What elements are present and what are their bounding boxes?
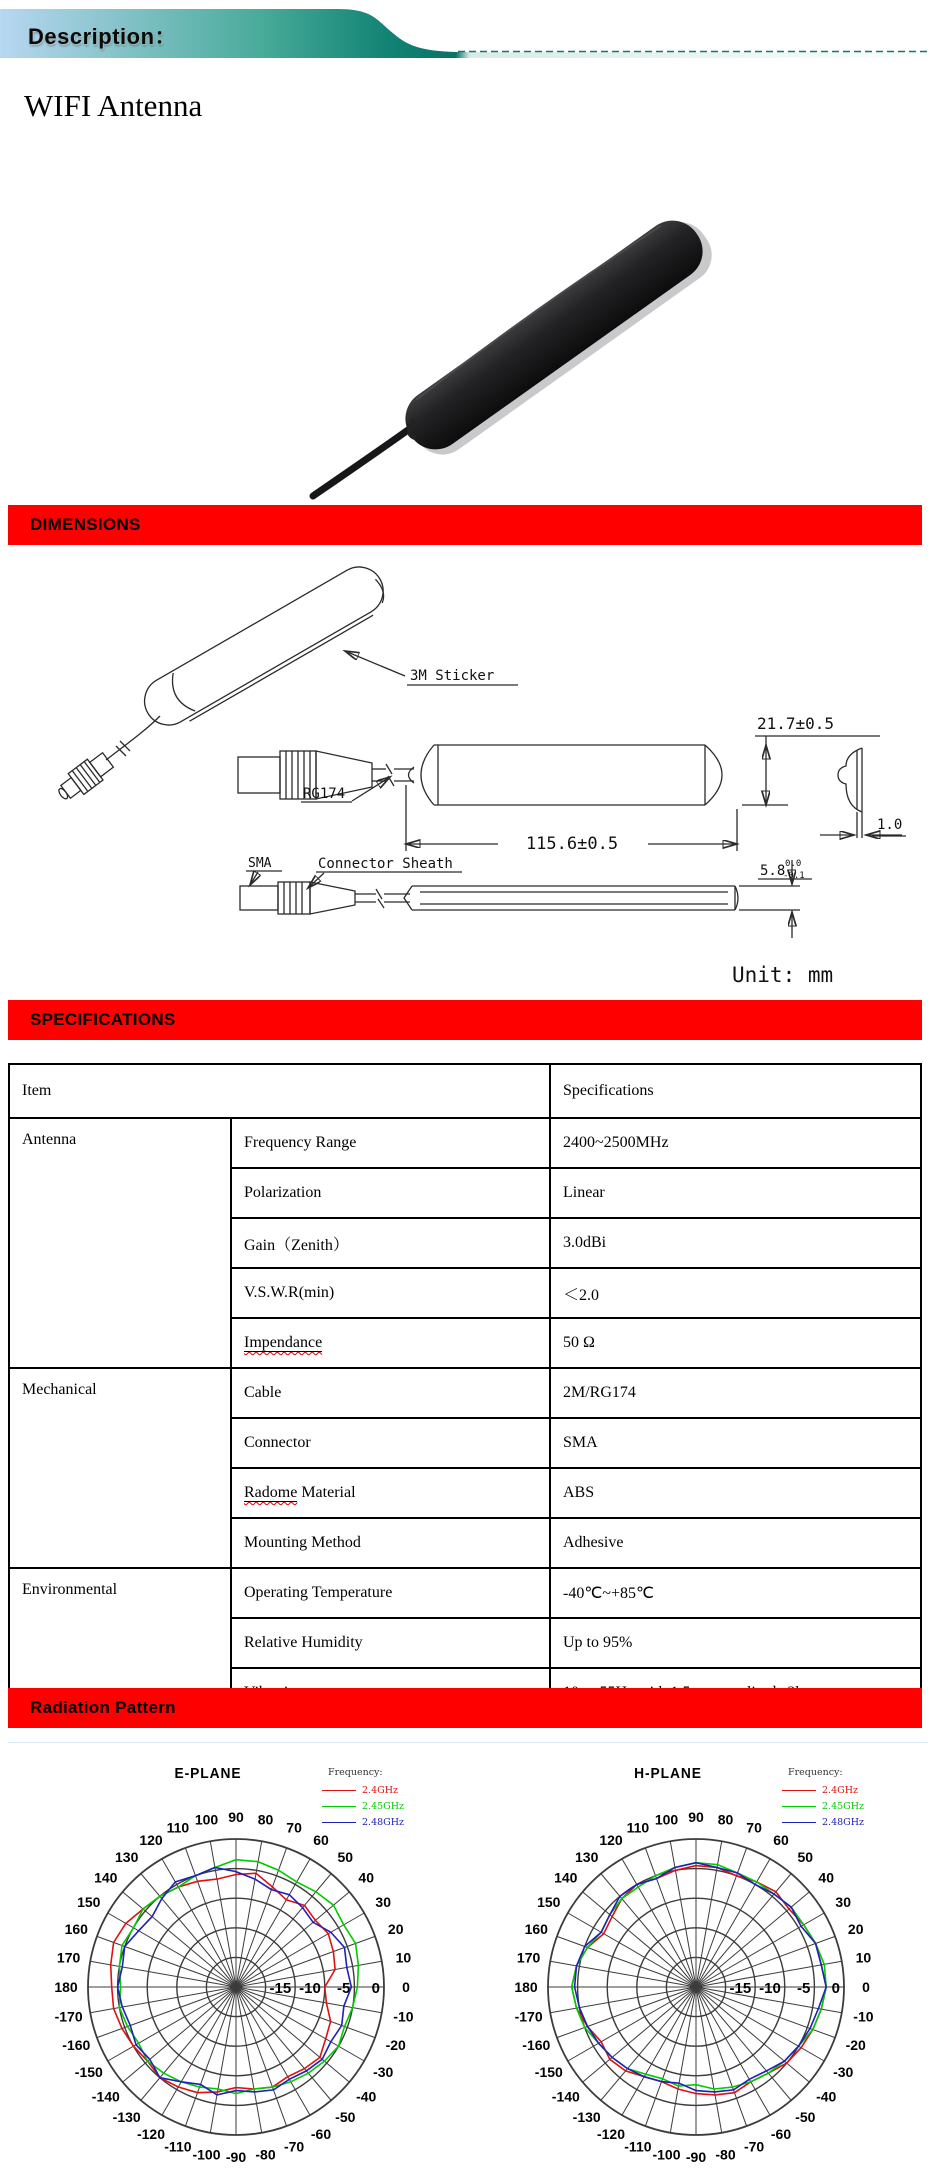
- svg-text:170: 170: [516, 1949, 541, 1966]
- svg-text:-20: -20: [845, 2037, 866, 2054]
- svg-text:-120: -120: [136, 2126, 166, 2143]
- svg-text:70: 70: [286, 1819, 302, 1836]
- svg-text:150: 150: [537, 1894, 561, 1910]
- spec-value-cell: ＜2.0: [550, 1268, 921, 1318]
- dim-height-label: 5.8: [760, 863, 786, 879]
- svg-text:120: 120: [139, 1831, 163, 1848]
- svg-text:160: 160: [64, 1920, 88, 1937]
- spec-value-cell: SMA: [550, 1418, 921, 1468]
- header-item: Item: [9, 1064, 550, 1118]
- svg-text:-15: -15: [269, 1980, 292, 1997]
- svg-text:-160: -160: [522, 2037, 551, 2054]
- svg-text:-110: -110: [164, 2138, 192, 2155]
- dim-height-tol-bottom: -0.1: [783, 871, 805, 881]
- svg-text:-170: -170: [514, 2008, 543, 2025]
- svg-text:170: 170: [56, 1949, 81, 1966]
- product-photo: [200, 148, 930, 505]
- page-title: WIFI Antenna: [24, 88, 203, 123]
- svg-text:-70: -70: [283, 2138, 305, 2155]
- eplane-chart: [8, 1742, 468, 2178]
- svg-text:10: 10: [395, 1949, 412, 1966]
- svg-text:50: 50: [337, 1848, 354, 1865]
- svg-text:-50: -50: [795, 2109, 816, 2126]
- spec-param-cell: Frequency Range: [231, 1118, 550, 1168]
- spec-table: [8, 1063, 922, 1719]
- svg-text:-20: -20: [385, 2037, 406, 2054]
- svg-text:-5: -5: [797, 1980, 811, 1997]
- dim-height-tol-top: 0.0: [785, 859, 802, 869]
- svg-text:-120: -120: [596, 2126, 626, 2143]
- spec-value-cell: -40℃~+85℃: [550, 1568, 921, 1618]
- svg-text:-170: -170: [54, 2008, 83, 2025]
- svg-text:0: 0: [402, 1979, 410, 1995]
- svg-text:-150: -150: [534, 2064, 563, 2080]
- side-view: [238, 714, 880, 854]
- svg-text:30: 30: [835, 1894, 851, 1910]
- svg-text:90: 90: [688, 1809, 704, 1825]
- misspelled-word: Radome: [244, 1484, 298, 1501]
- svg-text:-60: -60: [770, 2126, 792, 2143]
- svg-text:80: 80: [717, 1811, 734, 1828]
- svg-text:50: 50: [797, 1848, 814, 1865]
- spec-param-cell: Relative Humidity: [231, 1618, 550, 1668]
- svg-text:-140: -140: [91, 2088, 120, 2105]
- spec-param-cell: Gain（Zenith）: [231, 1218, 550, 1268]
- spec-value-cell: 3.0dBi: [550, 1218, 921, 1268]
- svg-text:-160: -160: [62, 2037, 91, 2054]
- radiation-series-2.48GHz: [575, 1863, 827, 2092]
- svg-text:0: 0: [831, 1980, 840, 1997]
- svg-text:70: 70: [746, 1819, 762, 1836]
- svg-text:60: 60: [773, 1831, 789, 1848]
- spec-param-cell: Polarization: [231, 1168, 550, 1218]
- spec-param-cell: Connector: [231, 1418, 550, 1468]
- svg-text:0: 0: [862, 1979, 870, 1995]
- cable-label: RG174: [303, 786, 346, 802]
- antenna-cable-photo: [313, 430, 408, 496]
- radiation-charts: [8, 1742, 928, 2177]
- dim-width-label: 21.7±0.5: [757, 714, 835, 733]
- dimensions-banner: DIMENSIONS: [8, 505, 922, 545]
- eplane-title: E-PLANE: [174, 1765, 242, 1782]
- spec-group-cell: Antenna: [9, 1118, 231, 1368]
- svg-text:100: 100: [194, 1811, 219, 1828]
- dimension-drawing: [0, 548, 930, 998]
- spec-param-cell: Operating Temperature: [231, 1568, 550, 1618]
- table-row: [9, 1368, 921, 1418]
- spec-table-body: [9, 1064, 921, 1718]
- sheath-label: Connector Sheath: [318, 856, 453, 872]
- table-header-row: [9, 1064, 921, 1118]
- radiation-banner: Radiation Pattern: [8, 1688, 922, 1728]
- svg-text:-10: -10: [299, 1980, 321, 1997]
- svg-text:30: 30: [375, 1894, 391, 1910]
- svg-text:-110: -110: [624, 2138, 652, 2155]
- hplane-title: H-PLANE: [634, 1765, 702, 1782]
- svg-text:20: 20: [387, 1920, 404, 1937]
- svg-text:90: 90: [228, 1809, 244, 1825]
- svg-text:-50: -50: [335, 2109, 356, 2126]
- svg-text:60: 60: [313, 1831, 329, 1848]
- dim-length-label: 115.6±0.5: [525, 834, 619, 854]
- svg-text:80: 80: [257, 1811, 274, 1828]
- svg-text:-10: -10: [759, 1980, 781, 1997]
- svg-text:120: 120: [599, 1831, 623, 1848]
- svg-text:40: 40: [818, 1869, 834, 1886]
- spec-group-cell: Environmental: [9, 1568, 231, 1718]
- svg-text:-150: -150: [74, 2064, 103, 2080]
- spec-param-cell: V.S.W.R(min): [231, 1268, 550, 1318]
- svg-text:-40: -40: [356, 2088, 377, 2105]
- svg-text:160: 160: [524, 1920, 548, 1937]
- legend-title: Frequency:: [788, 1767, 843, 1778]
- spec-value-cell: 50 Ω: [550, 1318, 921, 1368]
- hplane-polar-plot: [468, 1791, 928, 2179]
- svg-text:40: 40: [358, 1869, 374, 1886]
- svg-text:10: 10: [855, 1949, 872, 1966]
- svg-text:110: 110: [166, 1819, 190, 1836]
- spec-value-cell: Adhesive: [550, 1518, 921, 1568]
- spec-value-cell: 2400~2500MHz: [550, 1118, 921, 1168]
- dim-thickness-label: 1.0: [877, 817, 903, 833]
- svg-text:-30: -30: [373, 2064, 394, 2080]
- svg-text:140: 140: [94, 1869, 118, 1886]
- spec-param-cell: [231, 1318, 550, 1368]
- svg-text:0: 0: [371, 1980, 380, 1997]
- svg-text:110: 110: [626, 1819, 650, 1836]
- legend-label: 2.45GHz: [362, 1800, 405, 1812]
- antenna-body-photo: [313, 206, 723, 496]
- table-row: [9, 1568, 921, 1618]
- table-row: [9, 1118, 921, 1168]
- spec-param-cell: Cable: [231, 1368, 550, 1418]
- description-banner-label: Description：: [28, 24, 178, 49]
- spec-value-cell: Linear: [550, 1168, 921, 1218]
- sma-label: SMA: [248, 856, 272, 871]
- svg-text:-15: -15: [729, 1980, 752, 1997]
- svg-text:-60: -60: [310, 2126, 332, 2143]
- end-profile-view: [820, 748, 906, 838]
- misspelled-word: Impendance: [244, 1334, 323, 1351]
- legend-label: 2.4GHz: [822, 1784, 858, 1796]
- header-specifications: Specifications: [550, 1064, 921, 1118]
- svg-text:-90: -90: [685, 2149, 707, 2165]
- spec-value-cell: ABS: [550, 1468, 921, 1518]
- svg-text:20: 20: [847, 1920, 864, 1937]
- svg-text:-90: -90: [225, 2149, 247, 2165]
- svg-text:-80: -80: [255, 2146, 276, 2163]
- svg-text:130: 130: [575, 1848, 599, 1865]
- svg-text:130: 130: [115, 1848, 139, 1865]
- svg-text:-5: -5: [337, 1980, 351, 1997]
- svg-text:-100: -100: [192, 2146, 221, 2163]
- svg-text:-100: -100: [652, 2146, 681, 2163]
- spec-value-cell: 2M/RG174: [550, 1368, 921, 1418]
- spec-param-cell: Mounting Method: [231, 1518, 550, 1568]
- svg-text:140: 140: [554, 1869, 578, 1886]
- svg-text:-70: -70: [743, 2138, 765, 2155]
- legend-label: 2.48GHz: [362, 1816, 405, 1828]
- svg-text:-140: -140: [551, 2088, 580, 2105]
- svg-text:-130: -130: [112, 2109, 141, 2126]
- svg-text:-30: -30: [833, 2064, 854, 2080]
- svg-text:150: 150: [77, 1894, 101, 1910]
- legend-label: 2.45GHz: [822, 1800, 865, 1812]
- svg-text:180: 180: [54, 1979, 78, 1995]
- svg-text:-40: -40: [816, 2088, 837, 2105]
- hplane-chart: [468, 1742, 928, 2178]
- legend-title: Frequency:: [328, 1767, 383, 1778]
- svg-text:-130: -130: [572, 2109, 601, 2126]
- specifications-banner: SPECIFICATIONS: [8, 1000, 922, 1040]
- spec-param-cell: Radome Material: [231, 1468, 550, 1518]
- sticker-label: 3M Sticker: [410, 668, 495, 684]
- bottom-view: [240, 856, 812, 938]
- spec-value-cell: Up to 95%: [550, 1618, 921, 1668]
- svg-text:-80: -80: [715, 2146, 736, 2163]
- description-banner: [0, 6, 930, 66]
- unit-label: Unit: mm: [732, 963, 834, 987]
- svg-text:-10: -10: [393, 2008, 414, 2025]
- spec-group-cell: Mechanical: [9, 1368, 231, 1568]
- eplane-polar-plot: [8, 1791, 468, 2179]
- svg-text:180: 180: [514, 1979, 538, 1995]
- legend-label: 2.48GHz: [822, 1816, 865, 1828]
- svg-text:-10: -10: [853, 2008, 874, 2025]
- legend-label: 2.4GHz: [362, 1784, 398, 1796]
- svg-text:100: 100: [654, 1811, 679, 1828]
